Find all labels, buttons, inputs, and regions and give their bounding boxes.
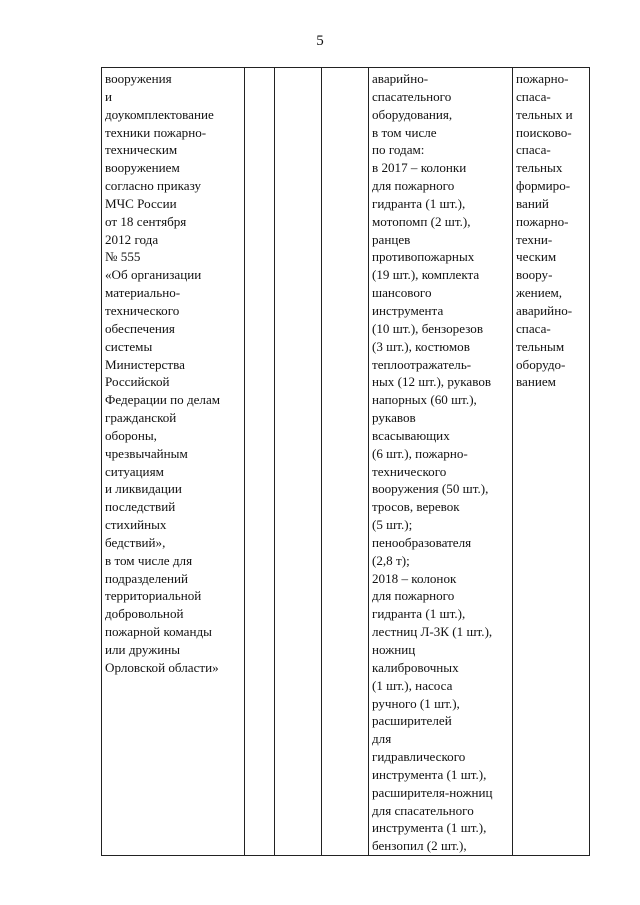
measure-description-cell [102, 68, 245, 856]
program-table [101, 67, 590, 856]
empty-cell-2 [245, 68, 275, 856]
result-text: пожарно- спаса- тельных и поисково- спаса- тельных формиро- ваний пожарно- техни- ческим воору- жением, аварийно- спаса- тельным оборудо- ванием [516, 71, 573, 390]
equipment-details-text: аварийно- спасательного оборудования, в том числе по годам: в 2017 – колонки для пожарного гидранта (1 шт.), мотопомп (2 шт.), ранцев противопожарных (19 шт.), комплекта шансового инструмента (10 шт.), бензорезов (3 шт.), костюмов теплоотражатель- ных (12 шт.), рукавов напорных (60 шт.), рукавов всасывающих (6 шт.), пожарно- технического вооружения (50 шт.), тросов, веревок (5 шт.); пенообразователя (2,8 т); 2018 – колонок для пожарного гидранта (1 шт.), лестниц Л-3К (1 шт.), ножниц калибровочных (1 шт.), насоса ручного (1 шт.), расширителей для гидравлического инструмента (1 шт.), расширителя-ножниц для спасательного инструмента (1 шт.), бензопил (2 шт.), [372, 71, 493, 854]
page-number: 5 [316, 33, 324, 49]
equipment-details-cell [369, 68, 513, 856]
table-row [102, 68, 590, 856]
empty-cell-3 [275, 68, 322, 856]
result-cell [513, 68, 590, 856]
measure-description-text: вооружения и доукомплектование техники пожарно- техническим вооружением согласно приказу МЧС России от 18 сентября 2012 года № 555 «Об организации материально- технического обеспечения системы Министерства Российской Федерации по делам гражданской обороны, чрезвычайным ситуациям и ликвидации последствий стихийных бедствий», в том числе для подразделений территориальной добровольной пожарной команды или дружины Орловской области» [105, 71, 221, 675]
empty-cell-4 [322, 68, 369, 856]
